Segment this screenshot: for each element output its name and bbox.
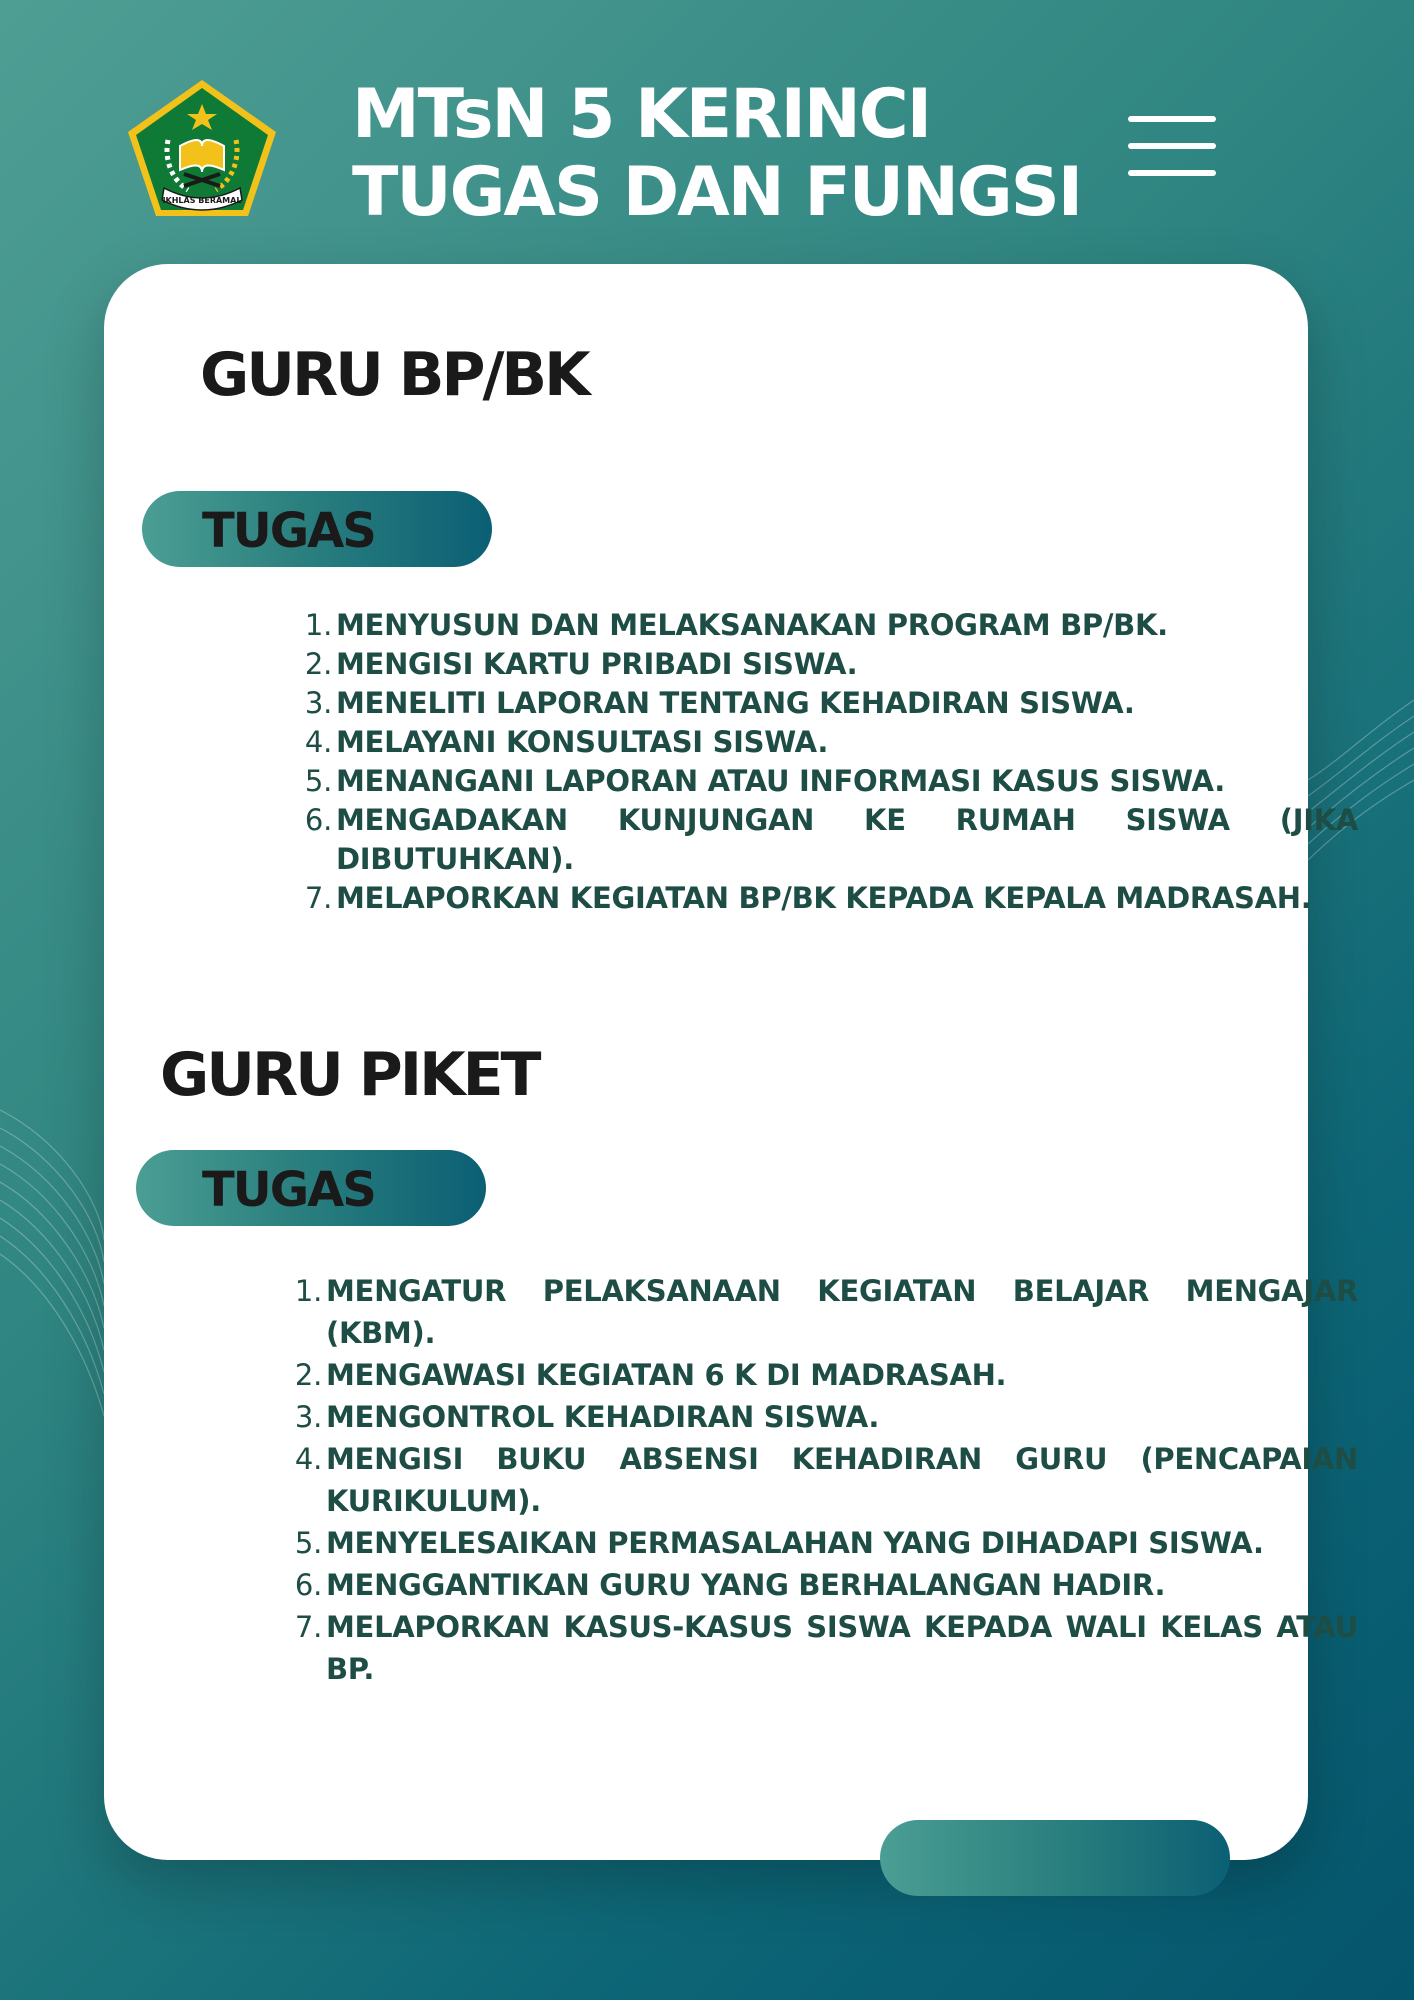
list-item: 5. MENANGANI LAPORAN ATAU INFORMASI KASUS SISWA. [304, 764, 1225, 798]
list-item: 3. MENELITI LAPORAN TENTANG KEHADIRAN SISWA. [304, 686, 1135, 720]
page-title [352, 76, 1081, 232]
tugas-badge [142, 491, 492, 567]
tugas-badge [136, 1150, 486, 1226]
section-title-guru-bpbk: GURU BP/BK [200, 340, 588, 410]
list-item: 2. MENGISI KARTU PRIBADI SISWA. [304, 647, 858, 681]
list-item: 3. MENGONTROL KEHADIRAN SISWA. [294, 1400, 880, 1434]
kemenag-emblem-icon [124, 76, 280, 220]
task-list-guru-bpbk [296, 606, 1358, 918]
menu-bar [1128, 143, 1216, 149]
content-card [104, 264, 1358, 1860]
list-item: 5. MENYELESAIKAN PERMASALAHAN YANG DIHADAPI SISWA. [294, 1526, 1264, 1560]
list-item: 6. MENGADAKAN KUNJUNGAN KE RUMAH SISWA (JIKA DIBUTUHKAN). [304, 803, 1358, 876]
tugas-label: TUGAS [202, 503, 375, 559]
list-item: 6. MENGGANTIKAN GURU YANG BERHALANGAN HADIR. [294, 1568, 1166, 1602]
task-list-guru-piket [286, 1270, 1358, 1690]
decorative-pill [880, 1820, 1230, 1896]
hamburger-menu-icon[interactable] [1128, 116, 1216, 180]
list-item: 1. MENYUSUN DAN MELAKSANAKAN PROGRAM BP/BK. [304, 608, 1168, 642]
section-title-guru-piket: GURU PIKET [160, 1040, 539, 1110]
list-item: 2. MENGAWASI KEGIATAN 6 K DI MADRASAH. [294, 1358, 1007, 1392]
menu-bar [1128, 116, 1216, 122]
menu-bar [1128, 170, 1216, 176]
svg-text:IKHLAS BERAMAL: IKHLAS BERAMAL [162, 196, 242, 205]
school-name: MTsN 5 KERINCI [352, 75, 930, 154]
page-subtitle: TUGAS DAN FUNGSI [352, 153, 1082, 232]
list-item: 7. MELAPORKAN KEGIATAN BP/BK KEPADA KEPALA MADRASAH. [304, 881, 1312, 915]
list-item: 4. MELAYANI KONSULTASI SISWA. [304, 725, 829, 759]
tugas-label: TUGAS [202, 1162, 375, 1218]
list-item: 7. MELAPORKAN KASUS-KASUS SISWA KEPADA WALI KELAS ATAU BP. [294, 1610, 1358, 1686]
list-item: 1. MENGATUR PELAKSANAAN KEGIATAN BELAJAR MENGAJAR (KBM). [294, 1274, 1358, 1350]
list-item: 4. MENGISI BUKU ABSENSI KEHADIRAN GURU (PENCAPAIAN KURIKULUM). [294, 1442, 1358, 1518]
